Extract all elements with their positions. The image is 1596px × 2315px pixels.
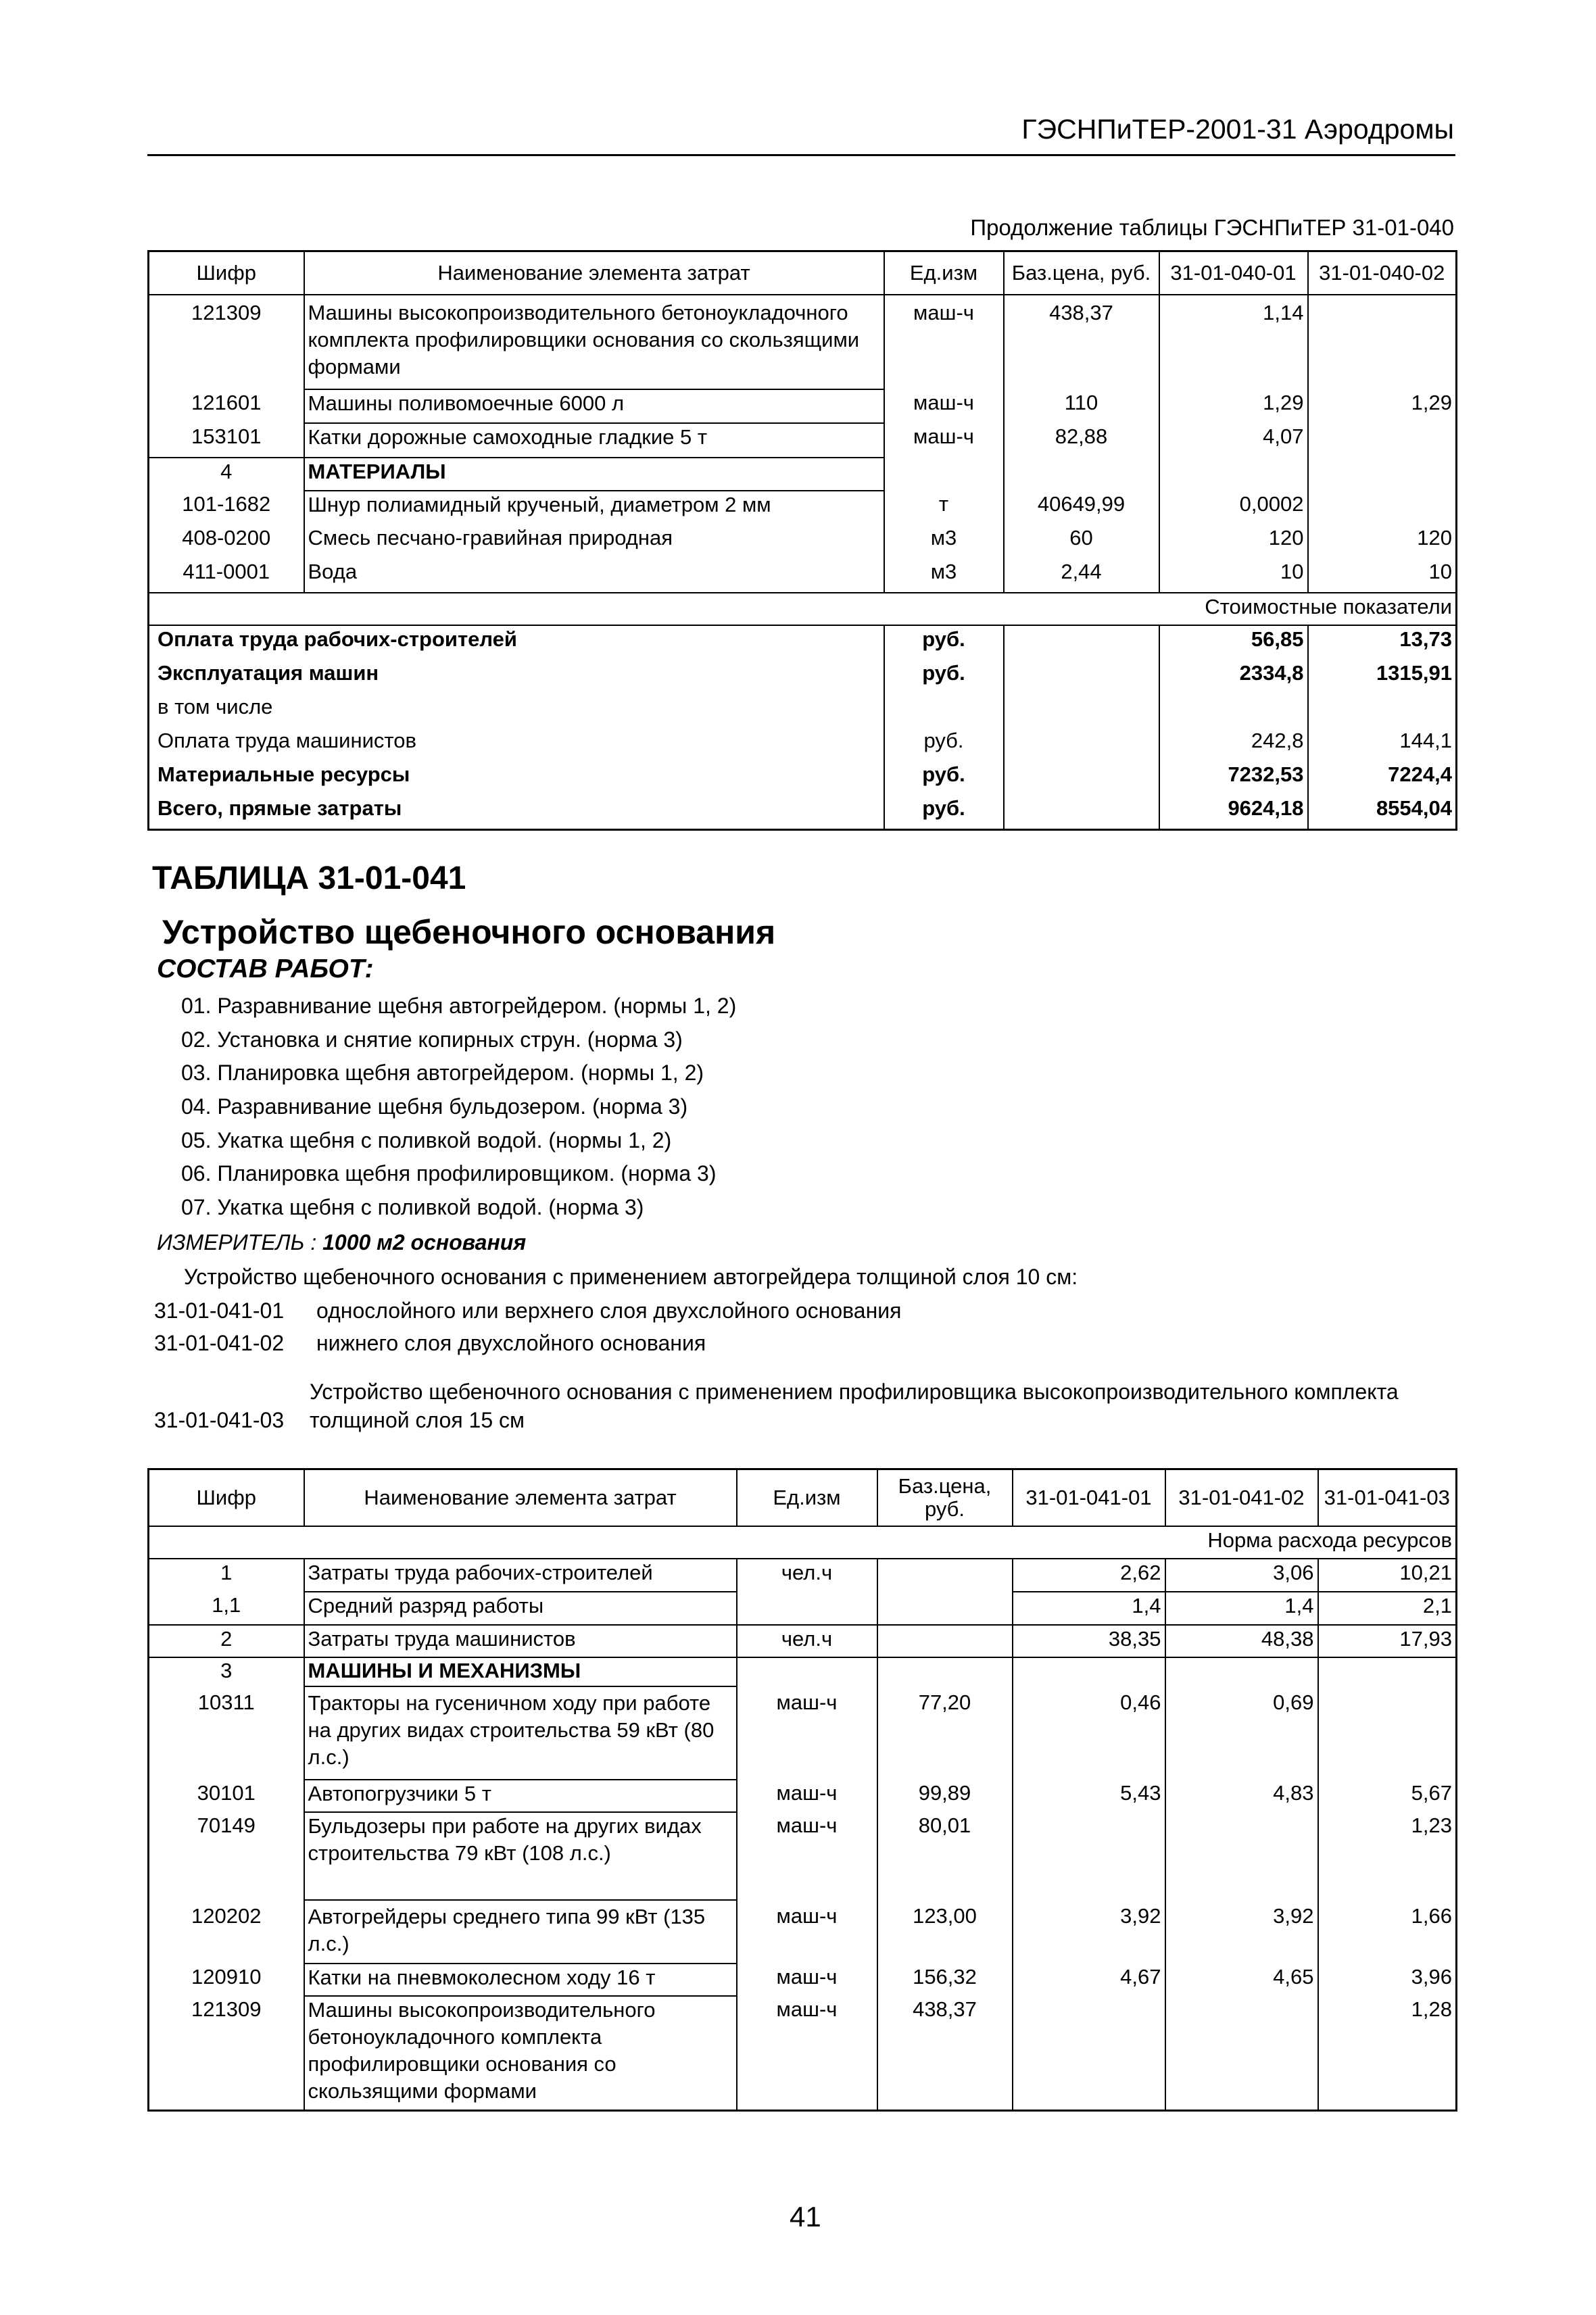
measure-label: ИЗМЕРИТЕЛЬ :	[157, 1230, 317, 1254]
price-cell	[1004, 625, 1159, 660]
price-cell: 123,00	[877, 1900, 1013, 1964]
cost-label-cell: Оплата труда рабочих-строителей	[158, 627, 517, 651]
price-cell: 40649,99	[1004, 491, 1159, 525]
unit-cell: маш-ч	[737, 1996, 877, 2111]
header-cell: Наименование элемента затрат	[304, 1469, 737, 1527]
value-cell: 17,93	[1318, 1625, 1457, 1657]
cost-label-cell: Материальные ресурсы	[158, 762, 410, 786]
unit-cell: руб.	[884, 795, 1004, 830]
unit-cell: маш-ч	[884, 295, 1004, 389]
unit-cell: маш-ч	[737, 1964, 877, 1996]
value-cell: 4,67	[1013, 1964, 1165, 1996]
name-cell: Машины высокопроизводительного бетоноукладочного комплекта профилировщики основания со скользящими формами	[304, 1996, 737, 2111]
price-cell: 438,37	[877, 1996, 1013, 2111]
value-cell: 7232,53	[1159, 761, 1308, 795]
cost-header-cell: Стоимостные показатели	[149, 593, 1457, 625]
price-cell	[877, 1657, 1013, 1686]
value-cell	[1165, 1996, 1318, 2111]
value-cell	[1308, 295, 1457, 389]
price-cell: 60	[1004, 525, 1159, 558]
value-cell	[1318, 1657, 1457, 1686]
price-cell: 82,88	[1004, 423, 1159, 458]
value-cell: 48,38	[1165, 1625, 1318, 1657]
code-cell: 153101	[149, 423, 304, 458]
value-cell: 1,28	[1411, 1997, 1452, 2021]
table-continuation-note: Продолжение таблицы ГЭСНПиТЕР 31-01-040	[970, 215, 1454, 240]
price-cell	[1004, 458, 1159, 491]
norm-code: 31-01-041-01	[154, 1298, 285, 1323]
running-header: ГЭСНПиТЕР-2001-31 Аэродромы	[1021, 114, 1454, 145]
name-cell: Катки на пневмоколесном ходу 16 т	[304, 1964, 737, 1996]
name-cell: Шнур полиамидный крученый, диаметром 2 мм	[304, 491, 884, 525]
value-cell: 1,4	[1013, 1592, 1165, 1625]
table-31-01-040-continued	[147, 250, 1457, 831]
value-cell: 0,69	[1165, 1686, 1318, 1780]
name-cell: Машины высокопроизводительного бетоноукладочного комплекта профилировщики основания со скользящими формами	[304, 295, 884, 389]
value-cell: 7224,4	[1388, 762, 1452, 786]
price-cell	[1004, 693, 1159, 727]
table-header-row	[149, 1469, 1457, 1527]
header-cell: Шифр	[149, 251, 304, 295]
measure-value: 1000 м2 основания	[322, 1230, 527, 1254]
name-cell: Автопогрузчики 5 т	[304, 1780, 737, 1812]
value-cell: 38,35	[1013, 1625, 1165, 1657]
name-cell: Затраты труда рабочих-строителей	[304, 1559, 737, 1592]
value-cell: 10	[1428, 560, 1452, 583]
page-number: 41	[790, 2201, 821, 2233]
value-cell	[1308, 491, 1457, 525]
table-row	[149, 1996, 1457, 2111]
value-cell: 1,29	[1411, 391, 1452, 414]
cost-row	[149, 660, 1457, 693]
description-text: Устройство щебеночного основания с применением автогрейдера толщиной слоя 10 см:	[184, 1265, 1078, 1289]
table-row	[149, 389, 1457, 423]
unit-cell: маш-ч	[737, 1900, 877, 1964]
code-cell: 121309	[149, 1996, 304, 2111]
section-heading-cell: МАШИНЫ И МЕХАНИЗМЫ	[304, 1657, 737, 1686]
norm-code: 31-01-041-02	[154, 1331, 285, 1355]
value-cell: 3,06	[1165, 1559, 1318, 1592]
unit-cell: м3	[884, 558, 1004, 593]
value-cell	[1308, 423, 1457, 458]
value-cell	[1165, 1812, 1318, 1900]
unit-cell: руб.	[884, 727, 1004, 761]
unit-cell: т	[884, 491, 1004, 525]
operation-item: 03. Планировка щебня автогрейдером. (нормы 1, 2)	[181, 1061, 704, 1085]
table-row	[149, 1625, 1457, 1657]
header-cell: Баз.цена, руб.	[877, 1469, 1013, 1527]
value-cell: 4,07	[1159, 423, 1308, 458]
unit-cell: чел.ч	[737, 1559, 877, 1592]
header-cell: 31-01-041-03	[1318, 1469, 1457, 1527]
cost-row	[149, 761, 1457, 795]
table-row	[149, 295, 1457, 389]
price-cell	[1004, 660, 1159, 693]
price-cell	[1004, 795, 1159, 830]
value-cell: 8554,04	[1376, 796, 1452, 820]
value-cell: 4,65	[1165, 1964, 1318, 1996]
unit-cell	[737, 1657, 877, 1686]
norm-code: 31-01-041-03	[154, 1408, 285, 1432]
header-cell: Ед.изм	[884, 251, 1004, 295]
name-cell: Затраты труда машинистов	[304, 1625, 737, 1657]
measure-unit	[157, 1230, 526, 1255]
table-row	[149, 1592, 1457, 1625]
operation-item: 04. Разравнивание щебня бульдозером. (норма 3)	[181, 1094, 688, 1119]
norm-description: однослойного или верхнего слоя двухслойного основания	[316, 1298, 902, 1323]
value-cell: 242,8	[1159, 727, 1308, 761]
table-row	[149, 1812, 1457, 1900]
cost-header-row	[149, 593, 1457, 625]
code-cell: 1,1	[149, 1592, 304, 1625]
unit-cell: м3	[884, 525, 1004, 558]
code-cell: 1	[149, 1559, 304, 1592]
operation-item: 06. Планировка щебня профилировщиком. (норма 3)	[181, 1161, 717, 1186]
header-cell: Шифр	[149, 1469, 304, 1527]
operation-item: 01. Разравнивание щебня автогрейдером. (нормы 1, 2)	[181, 994, 737, 1018]
price-cell	[1004, 727, 1159, 761]
value-cell: 1,4	[1165, 1592, 1318, 1625]
name-cell: Средний разряд работы	[304, 1592, 737, 1625]
value-cell	[1165, 1657, 1318, 1686]
cost-row	[149, 693, 1457, 727]
code-cell: 101-1682	[149, 491, 304, 525]
value-cell	[1159, 458, 1308, 491]
value-cell: 10	[1159, 558, 1308, 593]
table-row	[149, 458, 1457, 491]
value-cell: 1,29	[1159, 389, 1308, 423]
work-composition-label: СОСТАВ РАБОТ:	[157, 954, 374, 983]
value-cell: 4,83	[1165, 1780, 1318, 1812]
unit-cell: руб.	[884, 660, 1004, 693]
price-cell: 110	[1004, 389, 1159, 423]
value-cell	[1013, 1657, 1165, 1686]
code-cell: 30101	[149, 1780, 304, 1812]
section-heading-cell: МАТЕРИАЛЫ	[304, 458, 884, 491]
value-cell: 13,73	[1399, 627, 1452, 651]
value-cell	[1013, 1996, 1165, 2111]
table-row	[149, 1657, 1457, 1686]
value-cell: 144,1	[1399, 729, 1452, 752]
price-cell: 99,89	[877, 1780, 1013, 1812]
code-cell: 70149	[149, 1812, 304, 1900]
table-row	[149, 558, 1457, 593]
header-cell: 31-01-040-01	[1159, 251, 1308, 295]
price-cell	[877, 1592, 1013, 1625]
price-cell	[877, 1559, 1013, 1592]
unit-cell	[884, 693, 1004, 727]
code-cell: 121309	[149, 295, 304, 389]
cost-label-cell: в том числе	[158, 695, 273, 718]
table-row	[149, 1559, 1457, 1592]
value-cell: 1,66	[1411, 1904, 1452, 1928]
cost-row	[149, 727, 1457, 761]
code-cell: 120202	[149, 1900, 304, 1964]
code-cell: 121601	[149, 389, 304, 423]
price-cell: 438,37	[1004, 295, 1159, 389]
value-cell	[1013, 1812, 1165, 1900]
header-cell: Наименование элемента затрат	[304, 251, 884, 295]
code-cell: 4	[149, 458, 304, 491]
value-cell: 2,62	[1013, 1559, 1165, 1592]
value-cell: 0,46	[1013, 1686, 1165, 1780]
code-cell: 120910	[149, 1964, 304, 1996]
header-cell: 31-01-041-02	[1165, 1469, 1318, 1527]
unit-cell: руб.	[884, 625, 1004, 660]
value-cell: 2334,8	[1159, 660, 1308, 693]
value-cell	[1308, 693, 1457, 727]
name-cell: Смесь песчано-гравийная природная	[304, 525, 884, 558]
table-row	[149, 525, 1457, 558]
table-row	[149, 1780, 1457, 1812]
name-cell: Автогрейдеры среднего типа 99 кВт (135 л.с.)	[304, 1900, 737, 1964]
value-cell: 1315,91	[1376, 661, 1452, 685]
price-cell	[1004, 761, 1159, 795]
unit-cell: маш-ч	[737, 1686, 877, 1780]
value-cell: 2,1	[1318, 1592, 1457, 1625]
value-cell: 120	[1159, 525, 1308, 558]
value-cell: 1,14	[1159, 295, 1308, 389]
name-cell: Вода	[304, 558, 884, 593]
code-cell: 10311	[149, 1686, 304, 1780]
table-row	[149, 491, 1457, 525]
price-cell: 80,01	[877, 1812, 1013, 1900]
norm-description: нижнего слоя двухслойного основания	[316, 1331, 706, 1355]
code-cell: 408-0200	[149, 525, 304, 558]
norm-description: толщиной слоя 15 см	[310, 1408, 525, 1432]
price-cell: 156,32	[877, 1964, 1013, 1996]
value-cell	[1318, 1686, 1457, 1780]
operation-item: 05. Укатка щебня с поливкой водой. (нормы 1, 2)	[181, 1128, 672, 1152]
value-cell: 0,0002	[1159, 491, 1308, 525]
unit-cell: чел.ч	[737, 1625, 877, 1657]
header-cell: 31-01-040-02	[1308, 251, 1457, 295]
value-cell: 10,21	[1399, 1561, 1452, 1584]
norm-header-row	[149, 1526, 1457, 1559]
code-cell: 3	[149, 1657, 304, 1686]
value-cell: 56,85	[1159, 625, 1308, 660]
header-cell: 31-01-041-01	[1013, 1469, 1165, 1527]
value-cell: 120	[1417, 526, 1452, 550]
cost-label-cell: Оплата труда машинистов	[158, 729, 416, 752]
cost-row	[149, 625, 1457, 660]
price-cell: 2,44	[1004, 558, 1159, 593]
operation-item: 02. Установка и снятие копирных струн. (норма 3)	[181, 1027, 683, 1052]
norm-header-cell: Норма расхода ресурсов	[149, 1526, 1457, 1559]
name-cell: Бульдозеры при работе на других видах строительства 79 кВт (108 л.с.)	[304, 1812, 737, 1900]
value-cell: 3,92	[1165, 1900, 1318, 1964]
header-rule	[147, 154, 1455, 156]
price-cell: 77,20	[877, 1686, 1013, 1780]
header-cell: Ед.изм	[737, 1469, 877, 1527]
table-subtitle: Устройство щебеночного основания	[162, 913, 776, 951]
table-row	[149, 1964, 1457, 1996]
description-text: Устройство щебеночного основания с применением профилировщика высокопроизводительного комплекта	[310, 1380, 1399, 1404]
value-cell	[1308, 458, 1457, 491]
unit-cell	[737, 1592, 877, 1625]
table-title: ТАБЛИЦА 31-01-041	[152, 860, 466, 896]
name-cell: Тракторы на гусеничном ходу при работе на других видах строительства 59 кВт (80 л.с.)	[304, 1686, 737, 1780]
value-cell: 1,23	[1411, 1813, 1452, 1837]
unit-cell: маш-ч	[737, 1812, 877, 1900]
cost-label-cell: Эксплуатация машин	[158, 661, 379, 685]
name-cell: Машины поливомоечные 6000 л	[304, 389, 884, 423]
operation-item: 07. Укатка щебня с поливкой водой. (норма 3)	[181, 1195, 644, 1219]
unit-cell: маш-ч	[884, 389, 1004, 423]
unit-cell	[884, 458, 1004, 491]
code-cell: 411-0001	[149, 558, 304, 593]
cost-label-cell: Всего, прямые затраты	[158, 796, 402, 820]
value-cell: 3,92	[1013, 1900, 1165, 1964]
value-cell	[1159, 693, 1308, 727]
code-cell: 2	[149, 1625, 304, 1657]
value-cell: 5,67	[1411, 1781, 1452, 1805]
value-cell: 3,96	[1411, 1965, 1452, 1989]
table-row	[149, 1900, 1457, 1964]
table-31-01-041	[147, 1468, 1457, 2112]
unit-cell: маш-ч	[884, 423, 1004, 458]
unit-cell: маш-ч	[737, 1780, 877, 1812]
table-header-row	[149, 251, 1457, 295]
value-cell: 5,43	[1013, 1780, 1165, 1812]
unit-cell: руб.	[884, 761, 1004, 795]
cost-row	[149, 795, 1457, 830]
price-cell	[877, 1625, 1013, 1657]
name-cell: Катки дорожные самоходные гладкие 5 т	[304, 423, 884, 458]
table-row	[149, 423, 1457, 458]
value-cell: 9624,18	[1159, 795, 1308, 830]
table-row	[149, 1686, 1457, 1780]
header-cell: Баз.цена, руб.	[1004, 251, 1159, 295]
